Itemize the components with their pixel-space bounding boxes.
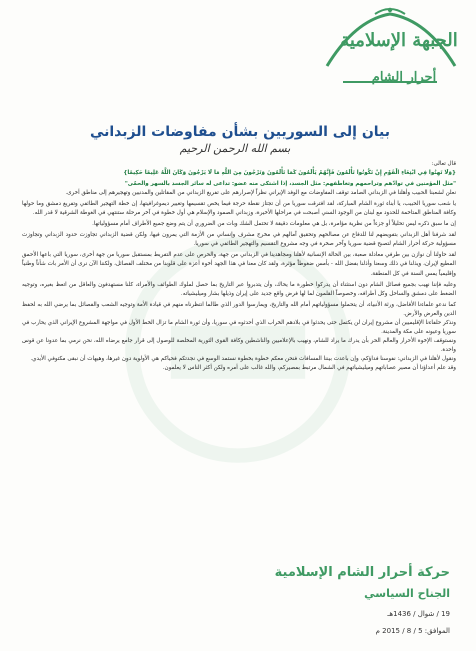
statement-title: بيان إلى السوريين بشأن مفاوضات الزبداني — [89, 124, 391, 140]
date-hijri: 19 / شوال / 1436هـ — [387, 610, 450, 618]
body-paragraph: يا شعب سوريا الحبيب، يا أبناء ثورة الشام المباركة، لقد افترقت سوريا من أن تجتاز نقطة حرجة فيما يخص تقسيمها وتغيير ديموغرافيتها، إن خطة التهجير الطائفي وتفريغ دمشق وما حولها وكافة المناطق المتاخمة للحدود مع لبنان من الوجود السني أصبحت في مراحلها الأخيرة، وزبداني الصمود والإسلام هي أول خطوة في آخر مرحلة ستنتهي في الغوطة الشرقية لا قدر الله. — [22, 201, 456, 217]
body-paragraph: ونستوقف الإخوة الأحرار والعالم الحر بأن يدرك ما يراد للشام، ونهيب بالإعلاميين والناشطين وكافة القوى الثورية المخلصة للوصول إلى قرار جامع يرضاه الله، نحن نرمي بما عدونا عن قوس واحدة. — [22, 337, 456, 353]
body-paragraph: كما ندعو علماءنا الأفاضل، ورثة الأنبياء، أن يتحملوا مسؤولياتهم أمام الله والتاريخ، ويمارسوا الدور الذي طالما انتظرناه منهم في قيادة الأمة وتوجيه الشعب والفصائل بما يرضي الله به لحفظ الدين والعرض والأرض. — [22, 301, 456, 317]
signature-wing: الجناح السياسي — [364, 587, 450, 600]
body-paragraph: لقد حاولنا أن نوازن بين طرفي معادلة صعبة، بين الحالة الإنسانية لأهلنا ومجاهدينا في الزبداني من جهة، والحرص على عدم التفريط بمستقبل سوريا من جهة أخرى، سوريا التي باعها الأحمق المطيع لإيران، ويذلنا في ذلك وسعنا وأذلنا بفضل الله - بأمس ضغوطاً مؤثرة، ولقد كان معنا في هذا الجهد أخوة أعزة على قلوبنا من مختلف الفصائل، ولكننا الآن نرى أن الأمر بات شأناً وطنياً وإقليمياً يمس السنة في كل المنطقة. — [22, 252, 456, 277]
logo-subtitle: أحرار الشام — [371, 70, 437, 85]
body-paragraph: ونقول لأهلنا في الزبداني: نفوسنا فداؤكم، وإن باعدت بيننا المسافات فنحن معكم خطوة بخطوة نستمد الوسع في نجدتكم فحياكم هي الأولوية دون غيرها، وهيهات أن نبقى مكتوفي الأيدي. — [30, 355, 456, 362]
body-paragraph: نعلن لشعبنا الحبيب وأهلنا في الزبداني الصامد توقف المفاوضات مع الوفد الإيراني نظراً لإصرارهم على تفريغ الزبداني من المقاتلين والمدنيين وتهجيرهم إلى مناطق أخرى. — [65, 190, 456, 197]
statement-body — [22, 160, 456, 373]
hadith-quote: "مثل المؤمنين في توادّهم وتراحمهم وتعاطفهم: مثل الجسد، إذا اشتكى منه عضو: تداعى له سائر الجسد بالسهر والحمّى" — [124, 181, 456, 188]
body-paragraph: قال تعالى: — [431, 161, 456, 167]
quran-verse: {وَلَا تَهِنُوا فِي ابْتِغَاءِ الْقَوْمِ إِنْ تَكُونُوا تَأْلَمُونَ فَإِنَّهُمْ يَأْلَمُونَ كَمَا تَأْلَمُونَ وَتَرْجُونَ مِنَ اللَّهِ مَا لَا يَرْجُونَ وَكَانَ اللَّهُ عَلِيمًا حَكِيمًا} — [123, 170, 456, 177]
body-paragraph: ونذكر حلفاءنا الإقليميين أن مشروع إيران لن يكتمل حتى يحدثوا في بلادهم الخراب الذي أحدثوه في سوريا، وأن ثورة الشام ما تزال الخط الأول في مواجهة المشروع الإيراني الذي يحارب في سوريا وعيونه على مكة والمدينة. — [22, 319, 456, 335]
basmala: بسم الله الرحمن الرحيم — [179, 142, 291, 155]
body-paragraph: إن ما سبق ذكره ليس تحليلاً أو جزءاً من نظرية مؤامرة، بل هي معلومات دقيقة لا تحتمل الشك وبات من الضروري أن يتم وضع جميع الأطراف أمام مسؤولياتها. — [92, 221, 456, 228]
body-paragraph: وعليه فإننا نهيب بجميع فصائل الشام دون استثناء أن يدركوا خطورة ما يحاك، وأن يتدبروا عبر التاريخ بما حصل لملوك الطوائف والأمراء، كلنا مستهدفون والعاقل من اتعظ بغيره، وتوجيه الضغط على دمشق والساحل وكل أطرافه، وخصوصاً القلمون لما لها فرض واقع جديد على إيران وذيلها بشار وميليشياته. — [22, 281, 456, 297]
body-paragraph: لقد شرفنا أهل الزبداني بتفويضهم لنا للدفاع عن مصالحهم وتحقيق آمالهم في مخرج مشرف وإنساني من الأزمة التي يمرون فيها، ولكن قضية الزبداني تجاوزت حدود الزبداني وتجاوزت مسؤولية حركة أحرار الشام لتصبح قضية سوريا وآخر صخرة في وجه مشروع التقسيم والتهجير الطائفي في سوريا. — [22, 232, 456, 248]
body-paragraph: وقد علم أعداؤنا أن مصير عصاباتهم وميليشياتهم في الشمال مرتبط بمصيركم، والله غالب على أمره ولكن أكثر الناس لا يعلمون. — [162, 364, 456, 371]
date-gregorian: الموافق: 5 / 8 / 2015 م — [375, 627, 450, 635]
signature-organization: حركة أحرار الشام الإسلامية — [274, 565, 450, 580]
logo-title: الجبهة الإسلامية — [340, 30, 458, 51]
